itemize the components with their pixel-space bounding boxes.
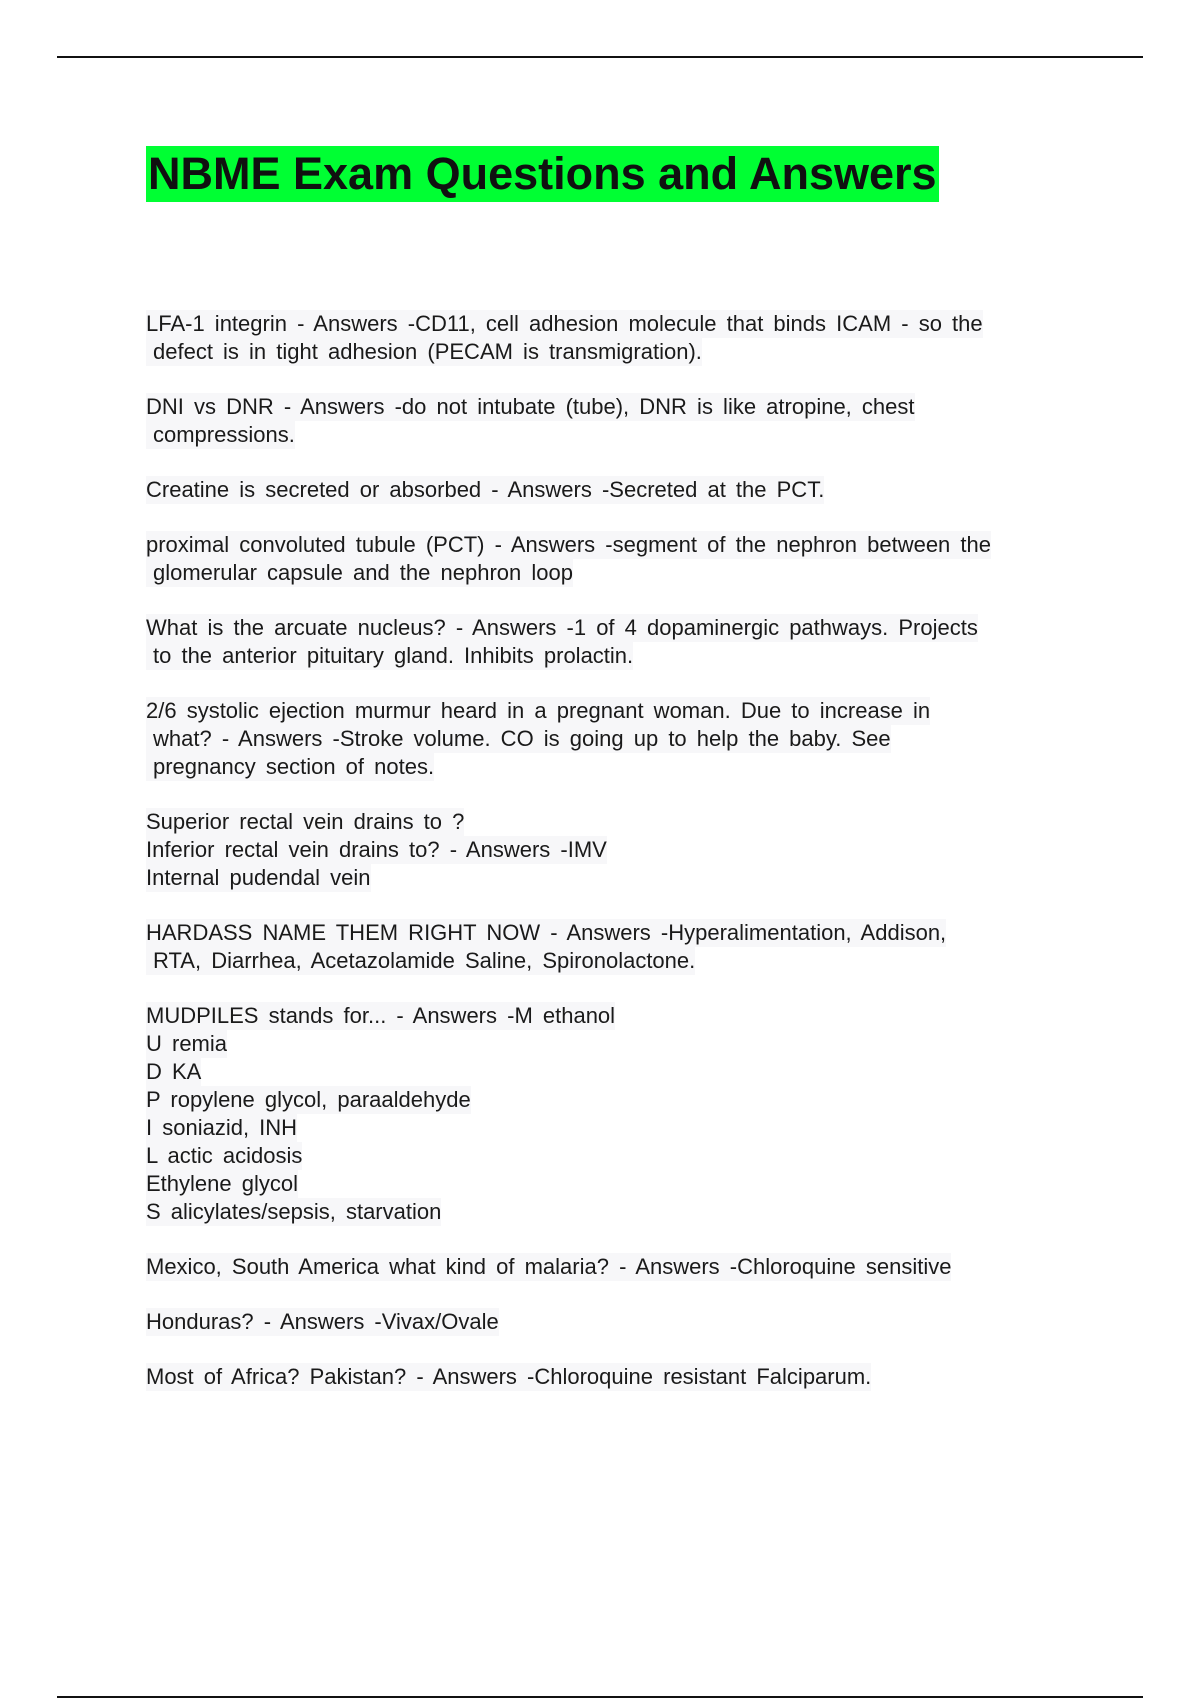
footer-rule <box>57 1696 1143 1698</box>
qa-line: glomerular capsule and the nephron loop <box>146 559 573 587</box>
qa-line: Ethylene glycol <box>146 1171 298 1196</box>
qa-item <box>146 919 1086 975</box>
qa-line: I soniazid, INH <box>146 1115 298 1140</box>
qa-line: S alicylates/sepsis, starvation <box>146 1199 442 1224</box>
qa-list <box>146 310 1086 1418</box>
qa-line: Superior rectal vein drains to ? <box>146 809 465 834</box>
qa-line: Most of Africa? Pakistan? - Answers -Chloroquine resistant Falciparum. <box>146 1364 872 1389</box>
qa-line: MUDPILES stands for... - Answers -M ethanol <box>146 1003 616 1028</box>
qa-line: What is the arcuate nucleus? - Answers -1 of 4 dopaminergic pathways. Projects <box>146 615 978 640</box>
qa-item <box>146 1002 1086 1226</box>
qa-item <box>146 697 1086 781</box>
document-title: NBME Exam Questions and Answers <box>146 146 939 202</box>
qa-line: pregnancy section of notes. <box>146 753 434 781</box>
qa-line: P ropylene glycol, paraaldehyde <box>146 1087 471 1112</box>
qa-item <box>146 614 1086 670</box>
qa-item <box>146 1363 1086 1391</box>
qa-item <box>146 808 1086 892</box>
qa-item <box>146 1308 1086 1336</box>
qa-line: U remia <box>146 1031 228 1056</box>
qa-line: what? - Answers -Stroke volume. CO is going up to help the baby. See <box>146 725 891 753</box>
qa-line: HARDASS NAME THEM RIGHT NOW - Answers -Hyperalimentation, Addison, <box>146 920 947 945</box>
qa-item <box>146 393 1086 449</box>
qa-line: Inferior rectal vein drains to? - Answers -IMV <box>146 837 607 862</box>
qa-line: 2/6 systolic ejection murmur heard in a pregnant woman. Due to increase in <box>146 698 931 723</box>
header-rule <box>57 56 1143 58</box>
qa-line: D KA <box>146 1059 202 1084</box>
qa-item <box>146 310 1086 366</box>
qa-item <box>146 1253 1086 1281</box>
qa-line: LFA-1 integrin - Answers -CD11, cell adhesion molecule that binds ICAM - so the <box>146 311 983 336</box>
qa-item <box>146 476 1086 504</box>
title-block <box>146 146 939 202</box>
qa-line: to the anterior pituitary gland. Inhibits prolactin. <box>146 642 633 670</box>
qa-item <box>146 531 1086 587</box>
qa-line: Internal pudendal vein <box>146 865 371 890</box>
qa-line: compressions. <box>146 421 295 449</box>
qa-line: Mexico, South America what kind of malaria? - Answers -Chloroquine sensitive <box>146 1254 952 1279</box>
qa-line: proximal convoluted tubule (PCT) - Answers -segment of the nephron between the <box>146 532 991 557</box>
qa-line: L actic acidosis <box>146 1143 303 1168</box>
qa-line: Creatine is secreted or absorbed - Answers -Secreted at the PCT. <box>146 477 825 502</box>
qa-line: Honduras? - Answers -Vivax/Ovale <box>146 1309 499 1334</box>
qa-line: DNI vs DNR - Answers -do not intubate (tube), DNR is like atropine, chest <box>146 394 915 419</box>
qa-line: defect is in tight adhesion (PECAM is transmigration). <box>146 338 702 366</box>
qa-line: RTA, Diarrhea, Acetazolamide Saline, Spironolactone. <box>146 947 695 975</box>
